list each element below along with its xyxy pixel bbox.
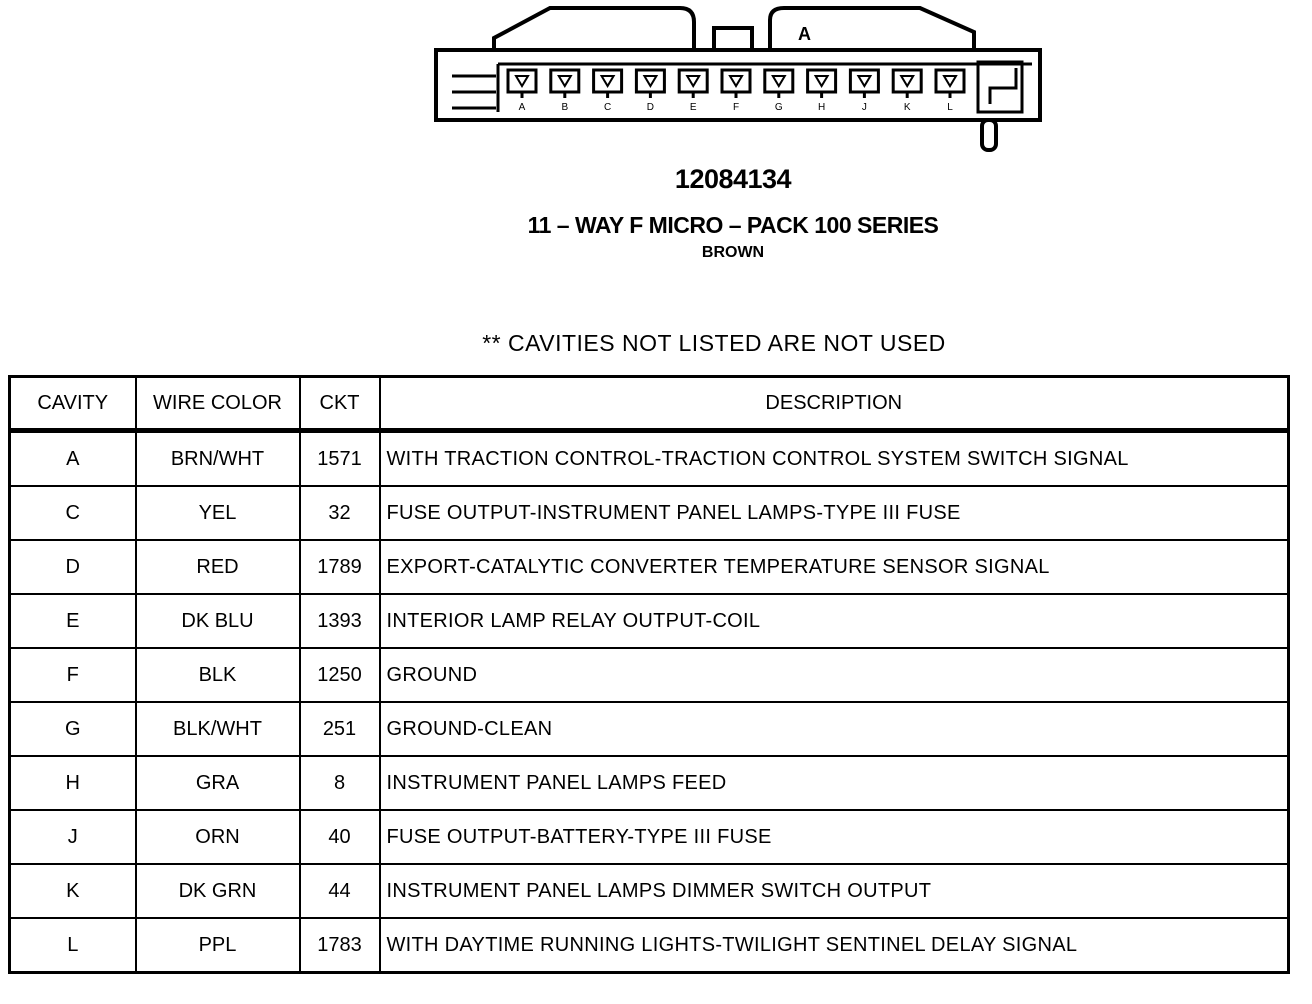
cell-cavity: K: [10, 864, 136, 918]
cell-wire-color: BLK: [136, 648, 300, 702]
pinout-table: [8, 375, 1290, 974]
table-header-row: [10, 377, 1289, 431]
cell-ckt: 1789: [300, 540, 380, 594]
header-wire-color: WIRE COLOR: [136, 377, 300, 431]
cell-wire-color: BRN/WHT: [136, 431, 300, 487]
cell-cavity: D: [10, 540, 136, 594]
connector-pin-stub: [982, 120, 996, 150]
cell-description: INTERIOR LAMP RELAY OUTPUT-COIL: [380, 594, 1289, 648]
pinout-body: [10, 431, 1289, 973]
cell-wire-color: YEL: [136, 486, 300, 540]
cell-description: GROUND: [380, 648, 1289, 702]
cell-ckt: 40: [300, 810, 380, 864]
table-row: [10, 540, 1289, 594]
keying-label: A: [798, 24, 811, 44]
cavity-label: B: [561, 102, 569, 113]
table-row: [10, 756, 1289, 810]
part-number: 12084134: [674, 164, 792, 194]
cell-wire-color: GRA: [136, 756, 300, 810]
table-row: [10, 702, 1289, 756]
cell-wire-color: ORN: [136, 810, 300, 864]
cell-description: EXPORT-CATALYTIC CONVERTER TEMPERATURE SENSOR SIGNAL: [380, 540, 1289, 594]
cell-description: WITH TRACTION CONTROL-TRACTION CONTROL SYSTEM SWITCH SIGNAL: [380, 431, 1289, 487]
cell-ckt: 44: [300, 864, 380, 918]
cell-description: INSTRUMENT PANEL LAMPS FEED: [380, 756, 1289, 810]
cavity-e: [679, 70, 707, 113]
cell-description: FUSE OUTPUT-BATTERY-TYPE III FUSE: [380, 810, 1289, 864]
cavity-f: [722, 70, 750, 113]
cavity-label: K: [903, 102, 911, 113]
cell-cavity: H: [10, 756, 136, 810]
cavity-l: [936, 70, 964, 113]
table-row: [10, 486, 1289, 540]
cell-description: GROUND-CLEAN: [380, 702, 1289, 756]
cell-cavity: E: [10, 594, 136, 648]
cavity-label: A: [518, 102, 526, 113]
connector-diagram: [430, 0, 1050, 160]
cell-wire-color: DK GRN: [136, 864, 300, 918]
cell-ckt: 32: [300, 486, 380, 540]
connector-hood-left: [494, 8, 694, 50]
unused-cavities-note: ** CAVITIES NOT LISTED ARE NOT USED: [482, 330, 946, 356]
cavity-d: [636, 70, 664, 113]
cavity-label: H: [817, 102, 826, 113]
cell-cavity: L: [10, 918, 136, 973]
table-row: [10, 864, 1289, 918]
cavity-label: D: [646, 102, 655, 113]
cavity-g: [765, 70, 793, 113]
cell-wire-color: BLK/WHT: [136, 702, 300, 756]
table-row: [10, 594, 1289, 648]
table-row: [10, 918, 1289, 973]
cell-cavity: C: [10, 486, 136, 540]
connector-color: BROWN: [701, 244, 765, 261]
cell-cavity: J: [10, 810, 136, 864]
cavity-label: C: [603, 102, 612, 113]
cell-description: FUSE OUTPUT-INSTRUMENT PANEL LAMPS-TYPE III FUSE: [380, 486, 1289, 540]
cavity-a: [508, 70, 536, 113]
cell-ckt: 1250: [300, 648, 380, 702]
cell-cavity: G: [10, 702, 136, 756]
connector-key: [714, 28, 752, 50]
header-description: DESCRIPTION: [380, 377, 1289, 431]
connector-series: 11 – WAY F MICRO – PACK 100 SERIES: [527, 212, 939, 238]
cell-ckt: 1783: [300, 918, 380, 973]
cavity-label: J: [861, 102, 867, 113]
table-row: [10, 648, 1289, 702]
cavity-h: [808, 70, 836, 113]
cell-ckt: 8: [300, 756, 380, 810]
cell-ckt: 1571: [300, 431, 380, 487]
cell-wire-color: DK BLU: [136, 594, 300, 648]
cavity-label: E: [689, 102, 697, 113]
cell-ckt: 1393: [300, 594, 380, 648]
cavity-c: [594, 70, 622, 113]
cell-description: WITH DAYTIME RUNNING LIGHTS-TWILIGHT SENTINEL DELAY SIGNAL: [380, 918, 1289, 973]
header-ckt: CKT: [300, 377, 380, 431]
cavity-group: [508, 70, 964, 113]
cavity-label: L: [947, 102, 953, 113]
cell-cavity: F: [10, 648, 136, 702]
cavity-label: G: [774, 102, 783, 113]
table-row: [10, 431, 1289, 487]
cell-description: INSTRUMENT PANEL LAMPS DIMMER SWITCH OUTPUT: [380, 864, 1289, 918]
cell-cavity: A: [10, 431, 136, 487]
cavity-label: F: [732, 102, 740, 113]
cell-ckt: 251: [300, 702, 380, 756]
cavity-b: [551, 70, 579, 113]
cavity-j: [850, 70, 878, 113]
header-cavity: CAVITY: [10, 377, 136, 431]
cell-wire-color: RED: [136, 540, 300, 594]
table-row: [10, 810, 1289, 864]
cavity-k: [893, 70, 921, 113]
cell-wire-color: PPL: [136, 918, 300, 973]
